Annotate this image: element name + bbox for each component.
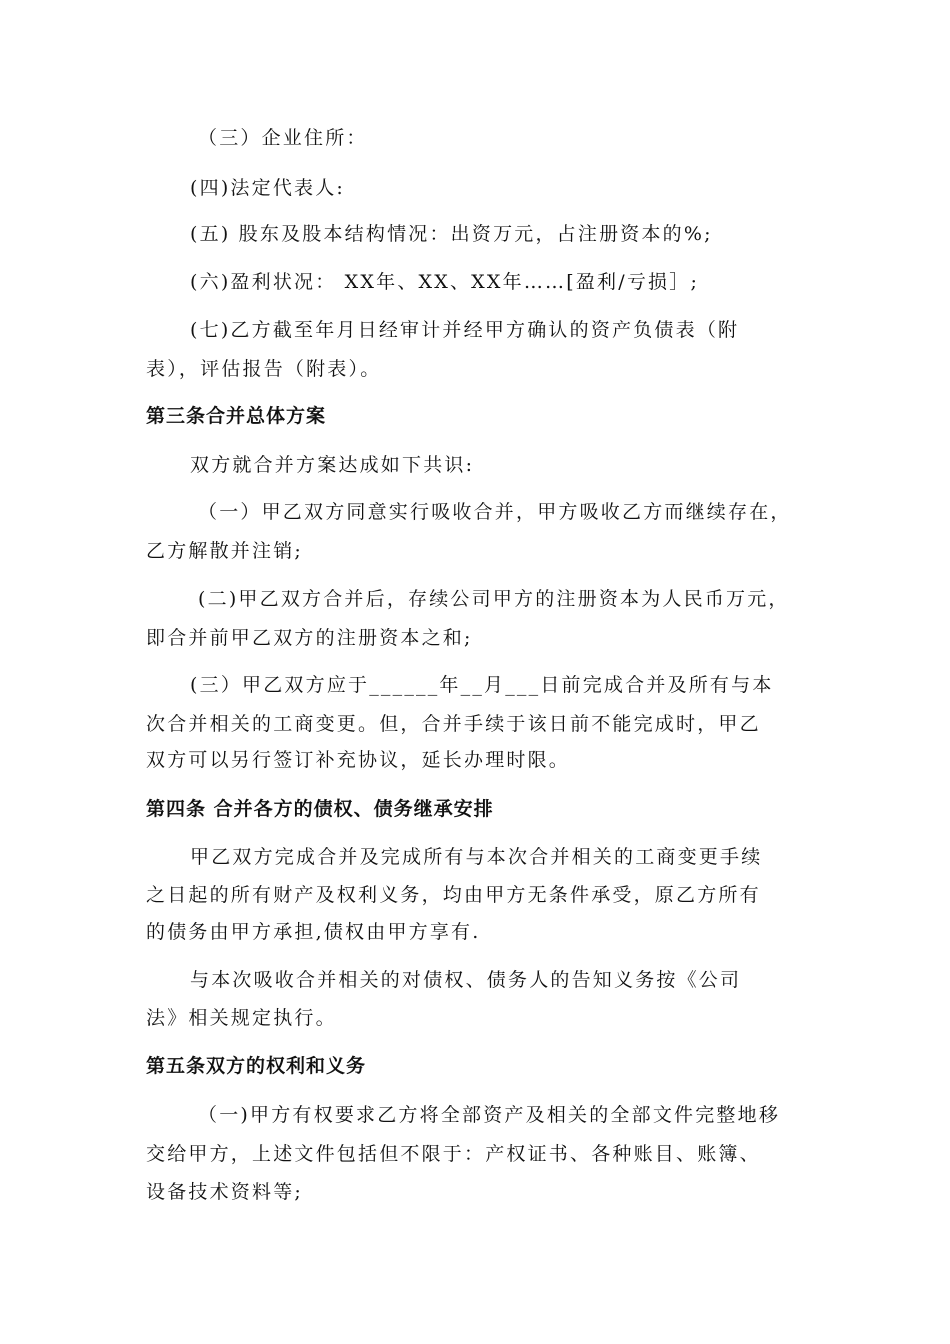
clause-4-para-2-line-2: 法》相关规定执行。	[146, 1007, 337, 1029]
clause-2-item-5: (五) 股东及股本结构情况：出资万元，占注册资本的%;	[190, 223, 713, 245]
clause-5-item-1-line-2: 交给甲方，上述文件包括但不限于：产权证书、各种账目、账簿、	[146, 1143, 761, 1165]
clause-3-item-1-line-2: 乙方解散并注销;	[146, 540, 304, 562]
clause-3-item-2-line-2: 即合并前甲乙双方的注册资本之和;	[146, 627, 473, 649]
clause-3-intro: 双方就合并方案达成如下共识:	[190, 454, 475, 476]
clause-2-item-4: (四)法定代表人:	[190, 177, 346, 199]
clause-3-item-3-line-1: (三）甲乙双方应于______年__月___日前完成合并及所有与本	[190, 674, 774, 696]
clause-4-para-1-line-1: 甲乙双方完成合并及完成所有与本次合并相关的工商变更手续	[190, 846, 763, 868]
clause-5-item-1-line-3: 设备技术资料等;	[146, 1181, 304, 1203]
clause-2-item-3: （三）企业住所：	[198, 127, 368, 149]
clause-4-para-2-line-1: 与本次吸收合并相关的对债权、债务人的告知义务按《公司	[190, 969, 742, 991]
clause-3-item-1-line-1: （一）甲乙双方同意实行吸收合并，甲方吸收乙方而继续存在，	[198, 501, 792, 523]
clause-4-para-1-line-3: 的债务由甲方承担,债权由甲方享有.	[146, 921, 481, 943]
clause-3-heading: 第三条合并总体方案	[146, 405, 327, 427]
clause-2-item-7-line-2: 表），评估报告（附表）。	[146, 358, 382, 380]
clause-2-item-6: (六)盈利状况： XX年、XX、XX年……[盈利/亏损］;	[190, 271, 700, 293]
clause-5-item-1-line-1: （一)甲方有权要求乙方将全部资产及相关的全部文件完整地移	[198, 1104, 781, 1126]
clause-5-heading: 第五条双方的权利和义务	[146, 1055, 367, 1077]
clause-3-item-2-line-1: (二)甲乙双方合并后，存续公司甲方的注册资本为人民币万元，	[198, 588, 790, 610]
clause-4-para-1-line-2: 之日起的所有财产及权利义务，均由甲方无条件承受，原乙方所有	[146, 884, 761, 906]
clause-2-item-7-line-1: (七)乙方截至年月日经审计并经甲方确认的资产负债表（附	[190, 319, 740, 341]
clause-3-item-3-line-3: 双方可以另行签订补充协议，延长办理时限。	[146, 749, 571, 771]
clause-4-heading: 第四条 合并各方的债权、债务继承安排	[146, 798, 494, 820]
clause-3-item-3-line-2: 次合并相关的工商变更。但，合并手续于该日前不能完成时，甲乙	[146, 713, 761, 735]
